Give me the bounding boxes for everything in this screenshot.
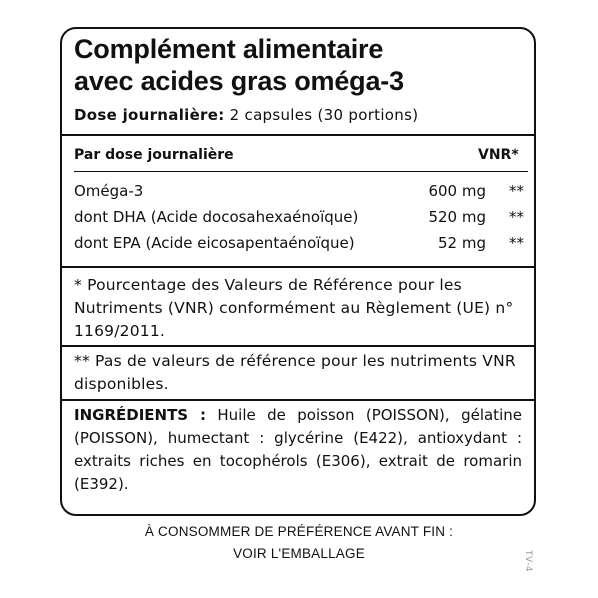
divider: [60, 266, 536, 268]
vnr-mark: **: [509, 208, 524, 226]
table-header-divider: [74, 171, 528, 172]
no-vnr-footnote: ** Pas de valeurs de référence pour les nutriments VNR disponibles.: [74, 352, 516, 393]
title-line-1: Complément alimentaire: [74, 34, 384, 64]
ingredients-label: INGRÉDIENTS :: [74, 406, 206, 424]
daily-dose: [74, 105, 418, 125]
nutrient-value: 600 mg: [428, 182, 486, 200]
vnr-footnote: * Pourcentage des Valeurs de Référence pour les Nutriments (VNR) conformément au Règlement (UE) n° 1169/2011.: [74, 276, 514, 340]
nutrient-value: 520 mg: [428, 208, 486, 226]
best-before-line-1: À CONSOMMER DE PRÉFÉRENCE AVANT FIN :: [144, 524, 454, 539]
product-title: [74, 33, 524, 97]
nutrient-value: 52 mg: [438, 234, 486, 252]
best-before-line-2: VOIR L'EMBALLAGE: [233, 546, 365, 561]
daily-dose-label: Dose journalière:: [74, 106, 225, 124]
ingredients-text: Huile de poisson (POISSON), gélatine (POISSON), humectant : glycérine (E422), antioxydant : extraits riches en tocophérols (E306), extrait de romarin (E392).: [74, 406, 522, 493]
nutrient-row-omega3: [74, 180, 528, 202]
table-header-left: Par dose journalière: [74, 147, 234, 163]
table-header-right: VNR*: [478, 147, 519, 163]
divider: [60, 345, 536, 347]
ingredients: [74, 404, 522, 496]
divider: [60, 134, 536, 136]
nutrient-name: dont EPA (Acide eicosapentaénoïque): [74, 234, 355, 252]
vnr-mark: **: [509, 182, 524, 200]
title-line-2: avec acides gras oméga-3: [74, 66, 404, 96]
nutrient-row-dha: [74, 206, 528, 228]
nutrient-name: dont DHA (Acide docosahexaénoïque): [74, 208, 359, 226]
side-code: TV-4: [523, 550, 533, 573]
nutrient-name: Oméga-3: [74, 182, 144, 200]
daily-dose-value: 2 capsules (30 portions): [229, 106, 419, 124]
vnr-mark: **: [509, 234, 524, 252]
nutrient-row-epa: [74, 232, 528, 254]
divider: [60, 399, 536, 401]
